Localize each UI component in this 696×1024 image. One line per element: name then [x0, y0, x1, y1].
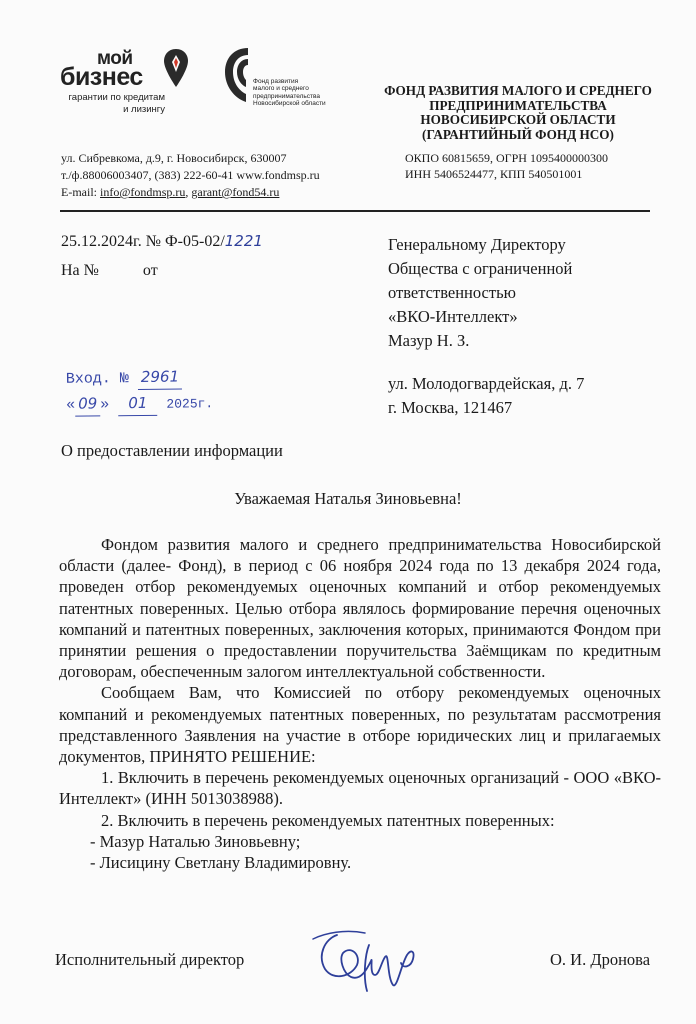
logo-word-moi: мой — [97, 48, 133, 69]
handwritten-number: 1221 — [224, 232, 263, 250]
fund-emblem-icon — [222, 44, 252, 106]
body-paragraph-2: Сообщаем Вам, что Комиссией по отбору рекомендуемых оценочных компаний и рекомендуемых патентных поверенных, по результатам рассмотрения представленного Заявления на участие в отборе юридических лиц и прилагаемых документов, ПРИНЯТО РЕШЕНИЕ: — [59, 683, 661, 767]
recipient-line-2: Общества с ограниченной — [388, 259, 573, 278]
moi-biznes-logo — [55, 48, 165, 120]
handwritten-signature — [305, 925, 430, 995]
fund-logo — [222, 44, 332, 114]
recipient-line-5: Мазур Н. З. — [388, 331, 470, 350]
fund-contacts — [61, 150, 320, 201]
stamp-day: 09 — [75, 391, 100, 416]
okpo-ogrn: ОКПО 60815659, ОГРН 1095400000300 — [405, 151, 608, 165]
fund-name-line-4: (ГАРАНТИЙНЫЙ ФОНД НСО) — [422, 126, 614, 142]
greeting: Уважаемая Наталья Зиновьевна! — [234, 489, 462, 508]
body-paragraph-4: 2. Включить в перечень рекомендуемых патентных поверенных: — [101, 810, 555, 830]
fund-logo-line-2: малого и среднего — [253, 85, 309, 93]
recipient-line-4: «ВКО-Интеллект» — [388, 307, 518, 326]
email-link-info[interactable]: info@fondmsp.ru — [100, 185, 186, 199]
fund-email — [61, 184, 320, 201]
fund-phones: т./ф.88006003407, (383) 222-60-41 www.fondmsp.ru — [61, 168, 320, 182]
recipient-address — [388, 372, 584, 420]
recipient-address-1: ул. Молодогвардейская, д. 7 — [388, 374, 585, 393]
recipient-line-3: ответственностью — [388, 283, 516, 302]
stamp-label: Вход. № — [65, 370, 129, 388]
fund-name-line-2: ПРЕДПРИНИМАТЕЛЬСТВА — [429, 97, 607, 113]
fund-name-line-1: ФОНД РАЗВИТИЯ МАЛОГО И СРЕДНЕГО — [384, 83, 652, 98]
fund-registration — [405, 150, 608, 182]
logo-tagline-2: и лизингу — [123, 104, 165, 115]
recipient-address-2: г. Москва, 121467 — [388, 398, 513, 417]
email-separator: , — [185, 185, 192, 199]
stamp-number-row — [66, 364, 213, 392]
fund-name — [368, 84, 668, 142]
fund-logo-line-4: Новосибирской области — [253, 100, 326, 108]
outgoing-date-number: 25.12.2024г. № Ф-05-02/ — [61, 233, 225, 250]
logo-tagline-1: гарантии по кредитам — [68, 92, 165, 103]
logo-word-biznes: бизнес — [60, 63, 143, 91]
na-no-label: На № — [61, 262, 99, 279]
fund-address: ул. Сибревкома, д.9, г. Новосибирск, 630007 — [61, 151, 287, 165]
body-list-item-1: - Мазур Наталью Зиновьевну; — [90, 831, 301, 851]
stamp-date-row — [66, 390, 213, 418]
ot-label: от — [142, 262, 158, 279]
body-list-item-2: - Лисицину Светлану Владимировну. — [90, 853, 352, 873]
stamp-quote-open: « — [66, 396, 76, 414]
body-paragraph-3: 1. Включить в перечень рекомендуемых оценочных организаций - ООО «ВКО-Интеллект» (ИНН 5013038988). — [59, 768, 661, 809]
inn-kpp: ИНН 5406524477, КПП 540501001 — [405, 167, 583, 181]
signatory-name: О. И. Дронова — [550, 950, 651, 969]
fund-name-line-3: НОВОСИБИРСКОЙ ОБЛАСТИ — [420, 112, 616, 128]
incoming-stamp — [66, 364, 214, 418]
signatory-title: Исполнительный директор — [55, 950, 245, 969]
outgoing-number — [61, 232, 263, 251]
letter-subject: О предоставлении информации — [61, 441, 283, 460]
recipient-line-1: Генеральному Директору — [388, 235, 566, 254]
letter-body — [59, 534, 661, 873]
stamp-year: 2025г. — [166, 396, 214, 412]
stamp-number: 2961 — [138, 365, 182, 390]
location-pin-icon — [163, 48, 189, 90]
fund-logo-line-1: Фонд развития — [253, 78, 299, 85]
header-divider — [60, 210, 650, 212]
stamp-month: 01 — [118, 391, 157, 416]
body-paragraph-1: Фондом развития малого и среднего предпринимательства Новосибирской области (далее- Фонд), в период с 06 ноября 2024 года по 13 декабря 2024 года, проведен отбор рекомендуемых оценочных компаний и отбор рекомендуемых патентных поверенных. Целью отбора являлось формирование перечня оценочных компаний и патентных поверенных, заключения которых, принимаются Фондом при принятии решения о предоставлении поручительства Заёмщикам по кредитным договорам, обеспеченным залогом интеллектуальной собственности. — [59, 535, 661, 682]
fund-logo-line-3: предпринимательства — [253, 92, 321, 100]
recipient-block — [388, 233, 572, 353]
stamp-quote-close: » — [100, 396, 110, 414]
reply-reference — [61, 262, 158, 280]
fund-logo-text — [253, 78, 326, 108]
email-link-garant[interactable]: garant@fond54.ru — [191, 185, 280, 199]
email-label: E-mail: — [61, 185, 100, 199]
